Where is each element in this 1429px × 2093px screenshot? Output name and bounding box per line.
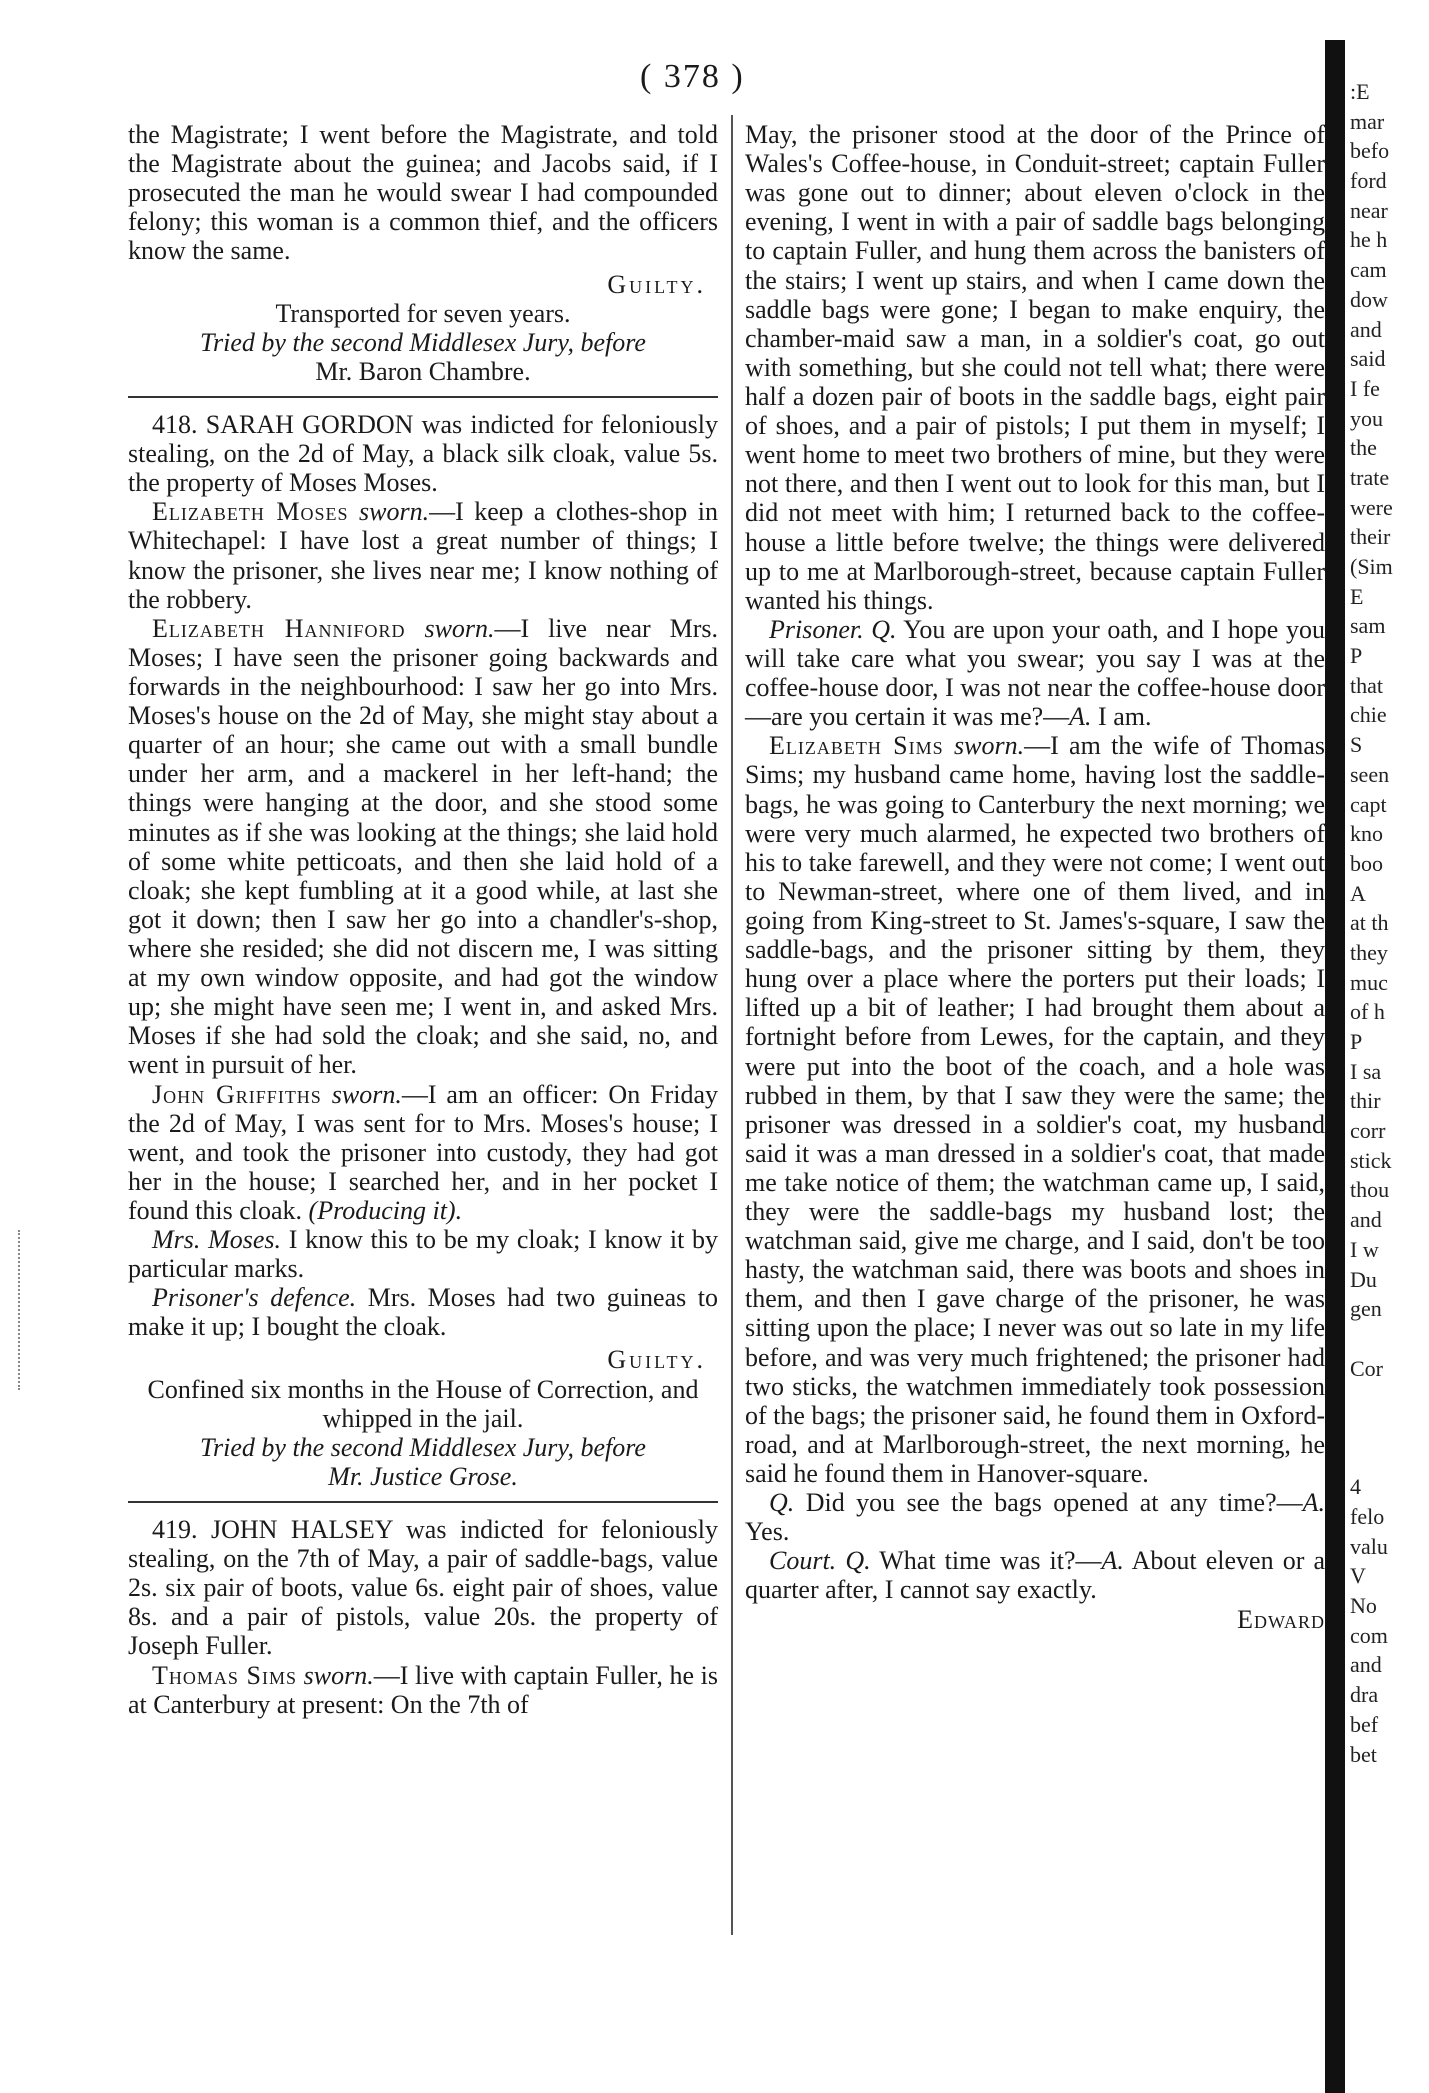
edge-fragment: capt (1350, 791, 1387, 817)
sworn-label: sworn. (424, 613, 495, 643)
speaker-label: Court. (769, 1546, 837, 1576)
edge-fragment: No (1350, 1593, 1377, 1619)
judge-name: Mr. Justice Grose. (328, 1461, 518, 1491)
edge-fragment: thir (1350, 1088, 1381, 1114)
edge-fragment (1350, 1416, 1429, 1446)
witness-name: Elizabeth Hanniford (152, 613, 406, 643)
witness-name: Thomas Sims (152, 1660, 298, 1690)
edge-fragment: and (1350, 1207, 1382, 1233)
sentence: Transported for seven years. (275, 298, 571, 328)
witness-name: Elizabeth Sims (769, 731, 944, 761)
edge-fragment: corr (1350, 1118, 1386, 1144)
edge-fragment: A (1350, 880, 1366, 906)
sworn-label: sworn. (303, 1660, 374, 1690)
edge-fragment: were (1350, 494, 1393, 520)
judge (128, 1462, 718, 1491)
sworn-label: sworn. (953, 731, 1025, 761)
edge-fragment: ford (1350, 168, 1387, 194)
testimony-text: —I live near Mrs. Moses; I have seen the prisoner going backwards and forwards in the neighbourhood: I saw her go into Mrs. Moses's house on the 2d of May, she might stay about a quarter of an hour; she came out with a small bundle under her arm, and a mackerel in her left-hand; the things were hanging at the door, and she stood some minutes as if she was looking at the things; she laid hold of some white petticoats, and then she laid hold of a cloak; she kept fumbling at it a good while, at last she got it down; then I saw her go into a chandler's-shop, where she resided; she did not discern me, I was sitting at my own window opposite, and had got the window up; she might have seen me; I went in, and asked Mrs. Moses if she had sold the cloak; and she said, no, and went in pursuit of her. (128, 613, 719, 1080)
edge-fragment: trate (1350, 464, 1390, 490)
testimony-text: —I keep a clothes-shop in Whitechapel: I have lost a great number of things; I know the prisoner, she lives near me; I know nothing of the robbery. (128, 497, 718, 614)
testimony-text: I know this to be my cloak; I know it by particular marks. (128, 1225, 718, 1284)
edge-fragment: stick (1350, 1147, 1392, 1173)
edge-fragment: :E (1350, 80, 1370, 104)
testimony (128, 614, 718, 1080)
edge-fragment (1350, 1446, 1429, 1476)
speaker-label: Prisoner. (769, 614, 864, 644)
sentence: Confined six months in the House of Correction, and whipped in the jail. (147, 1374, 699, 1433)
stage-direction: (Producing it). (308, 1195, 463, 1225)
question-text: Did you see the bags opened at any time?— (805, 1488, 1303, 1518)
edge-fragment: that (1350, 672, 1383, 698)
sworn-label: sworn. (359, 497, 430, 527)
edge-fragment: bet (1350, 1741, 1377, 1767)
page-number: ( 378 ) (640, 58, 745, 95)
margin-specks (18, 1230, 23, 1390)
question (745, 1488, 1325, 1546)
right-column (745, 120, 1325, 1634)
edge-fragment: they (1350, 939, 1388, 965)
testimony (128, 1080, 718, 1226)
testimony (128, 1225, 718, 1283)
answer-text: About eleven or a quarter after, I cannot say exactly. (745, 1546, 1326, 1605)
continued-testimony: the Magistrate; I went before the Magistrate, and told the Magistrate about the guinea; and Jacobs said, if I prosecuted the man he would swear I had compounded felony; this woman is a common thief, and the officers know the same. (128, 120, 718, 266)
facing-page-edge (1350, 80, 1429, 1772)
testimony (745, 731, 1325, 1488)
column-divider (731, 115, 733, 1935)
question-text: What time was it?— (879, 1546, 1102, 1576)
edge-fragment (1350, 1327, 1429, 1357)
edge-fragment: seen (1350, 761, 1390, 787)
edge-fragment: chie (1350, 702, 1387, 728)
edge-fragment: thou (1350, 1177, 1390, 1203)
edge-fragment: gen (1350, 1296, 1382, 1322)
question-marker: Q. (769, 1488, 795, 1518)
edge-fragment: I w (1350, 1236, 1379, 1262)
speaker-label: Prisoner's defence. (152, 1283, 357, 1313)
question-text: You are upon your oath, and I hope you will take care what you swear; you say I was at the coffee-house door, I was not near the coffee-house door—are you certain it was me?— (745, 614, 1325, 732)
testimony-text: —I am an officer: On Friday the 2d of May, I was sent for to Mrs. Moses's house; I went, and took the prisoner into custody, they had got her in the house; I searched her, and in her pocket I found this cloak. (128, 1079, 718, 1225)
defence (128, 1283, 718, 1341)
edge-fragment: and (1350, 1652, 1382, 1678)
edge-fragment: boo (1350, 850, 1383, 876)
edge-fragment: muc (1350, 969, 1388, 995)
verdict: Guilty. (607, 1345, 706, 1375)
edge-fragment: I fe (1350, 375, 1380, 401)
edge-fragment: befo (1350, 138, 1390, 164)
case-separator (128, 1501, 718, 1503)
answer-text: Yes. (745, 1517, 790, 1547)
edge-fragment: at th (1350, 910, 1389, 936)
edge-fragment (1350, 1386, 1429, 1416)
case-separator (128, 396, 718, 398)
judge (128, 357, 718, 386)
defence-text: Mrs. Moses had two guineas to make it up; I bought the cloak. (128, 1283, 719, 1342)
continued-testimony: May, the prisoner stood at the door of the Prince of Wales's Coffee-house, in Conduit-street; captain Fuller was gone out to dinner; about eleven o'clock in the evening, I went in with a pair of saddle bags belonging to captain Fuller, and hung them across the banisters of the stairs; I went up stairs, and when I came down the saddle bags were gone; I began to make enquiry, the chamber-maid saw a man, in a soldier's coat, go out with something, but she could not tell what; there were half a dozen pair of boots in the saddle bags, eight pair of shoes, and a pair of pistols; I put them in myself; I went home to meet two brothers of mine, but they were not there, and then I went out to look for this man, but I did not meet with him; I returned back to the coffee-house a little before twelve; the things were delivered up to me at Marlborough-street, because captain Fuller wanted his things. (745, 120, 1325, 615)
edge-fragment: S (1350, 732, 1363, 758)
question (745, 1546, 1325, 1604)
edge-fragment: near (1350, 197, 1388, 223)
cross-examination (745, 615, 1325, 731)
edge-fragment: felo (1350, 1504, 1385, 1529)
verdict: Guilty. (607, 269, 706, 299)
tried-by: Tried by the second Middlesex Jury, before (200, 1432, 646, 1462)
edge-fragment: sam (1350, 613, 1386, 639)
testimony (128, 497, 718, 613)
answer-marker: A. (1101, 1546, 1124, 1576)
edge-fragment: dra (1350, 1682, 1379, 1708)
edge-fragment: (Sim (1350, 554, 1393, 579)
edge-fragment: com (1350, 1622, 1388, 1648)
case-heading: 419. JOHN HALSEY was indicted for feloniously stealing, on the 7th of May, a pair of saddle-bags, value 2s. six pair of boots, value 6s. eight pair of shoes, value 8s. and a pair of pistols, value 20s. the property of Joseph Fuller. (128, 1515, 718, 1661)
edge-fragment: Cor (1350, 1355, 1383, 1381)
edge-fragment: 4 (1350, 1474, 1361, 1500)
edge-fragment: kno (1350, 821, 1383, 847)
edge-fragment: he h (1350, 227, 1388, 253)
speaker-label: Mrs. Moses. (152, 1225, 282, 1255)
sworn-label: sworn. (331, 1079, 402, 1109)
edge-fragment: said (1350, 346, 1386, 372)
question-marker: Q. (845, 1546, 871, 1576)
edge-fragment: you (1350, 405, 1383, 431)
edge-fragment: valu (1350, 1533, 1388, 1559)
edge-fragment: V (1350, 1563, 1366, 1589)
answer-text: I am. (1098, 702, 1152, 732)
edge-fragment: mar (1350, 108, 1385, 134)
edge-fragment: their (1350, 524, 1391, 550)
edge-fragment: dow (1350, 286, 1388, 312)
edge-fragment: E (1350, 583, 1364, 609)
testimony-text: —I am the wife of Thomas Sims; my husband came home, having lost the saddle-bags, he was going to Canterbury the next morning; we were very much alarmed, he expected two brothers of his to take farewell, and they were not come; I went out to Newman-street, where one of them lived, and in going from King-street to St. James's-square, I saw the saddle-bags, and the prisoner sitting by them, they hung over a place where the porters put their loads; I lifted up a bit of leather; I had brought them about a fortnight before from Lewes, for the captain, and they were put into the boot of the coach, and a hole was rubbed in them, by that I saw they were the same; the prisoner was dressed in a soldier's coat, my husband said it was a man dressed in a soldier's coat, that made me take notice of them; the watchman came up, I said, they were the saddle-bags my husband lost; the watchman said, give me charge, and I said, don't be too hasty, the watchman said, there was boots and shoes in them, and then I gave charge of the prisoner, he was sitting upon the place; I never was out so late in my life before, and was very much frightened; the prisoner had two sticks, the watchmen immediately took possession of the bags; the prisoner said, he found them in Oxford-road, and at Marlborough-street, the next morning, he said he found them in Hanover-square. (745, 731, 1325, 1489)
witness-name: Elizabeth Moses (152, 497, 349, 527)
testimony-text: —I live with captain Fuller, he is at Canterbury at present: On the 7th of (128, 1660, 718, 1719)
tried-by: Tried by the second Middlesex Jury, before (200, 327, 646, 357)
edge-fragment: I sa (1350, 1058, 1382, 1084)
edge-fragment: of h (1350, 999, 1385, 1025)
edge-fragment: P (1350, 643, 1363, 669)
catchword: Edward (1237, 1604, 1325, 1634)
left-column (128, 120, 718, 1719)
edge-fragment: cam (1350, 257, 1387, 283)
answer-marker: A. (1302, 1488, 1325, 1518)
edge-fragment: P (1350, 1029, 1363, 1054)
edge-fragment: and (1350, 316, 1382, 342)
edge-fragment: bef (1350, 1711, 1379, 1737)
edge-fragment: the (1350, 435, 1377, 461)
witness-name: John Griffiths (152, 1079, 322, 1109)
edge-fragment: Du (1350, 1266, 1377, 1292)
testimony (128, 1661, 718, 1719)
question-marker: Q. (871, 614, 897, 644)
book-gutter (1325, 40, 1345, 2093)
case-heading: 418. SARAH GORDON was indicted for feloniously stealing, on the 2d of May, a black silk cloak, value 5s. the property of Moses Moses. (128, 409, 718, 498)
judge-name: Mr. Baron Chambre. (315, 356, 531, 386)
answer-marker: A. (1069, 702, 1092, 732)
